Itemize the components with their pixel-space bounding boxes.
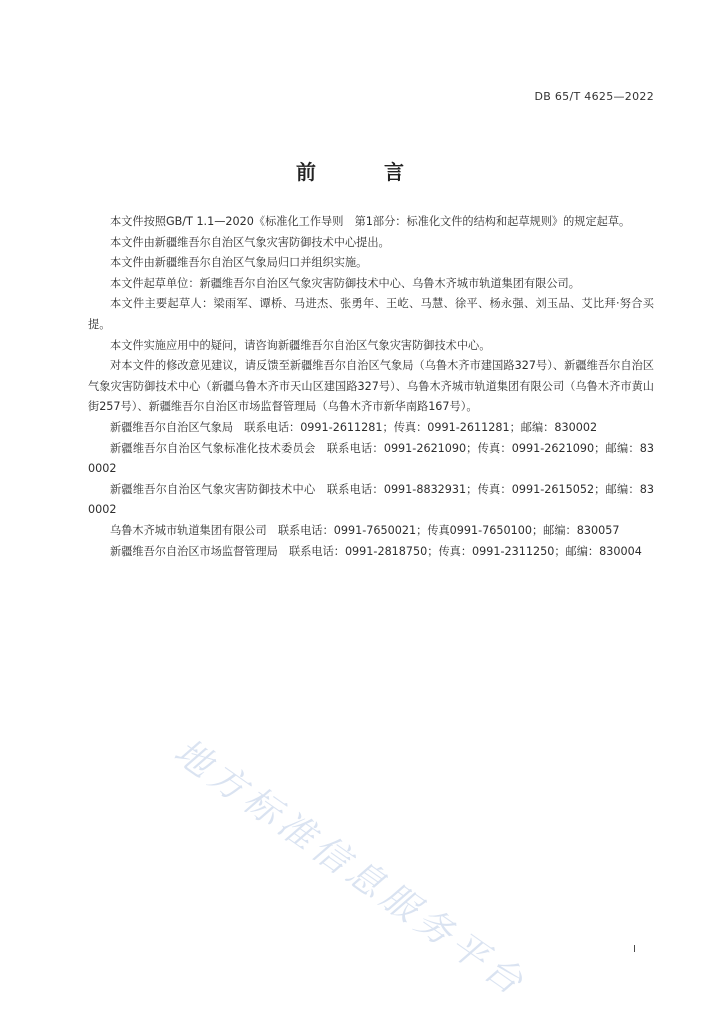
page-number: I xyxy=(633,944,636,955)
paragraph-drafting-units: 本文件起草单位：新疆维吾尔自治区气象灾害防御技术中心、乌鲁木齐城市轨道集团有限公司。 xyxy=(110,276,580,290)
paragraph-drafting-rules: 本文件按照GB/T 1.1—2020《标准化工作导则 第1部分：标准化文件的结构和起草规则》的规定起草。 xyxy=(110,215,631,228)
paragraph-feedback: 对本文件的修改意见建议，请反馈至新疆维吾尔自治区气象局（乌鲁木齐市建国路327号）、新疆维吾尔自治区气象灾害防御技术中心（新疆乌鲁木齐市天山区建国路327号）、乌鲁木齐城市轨道集团有限公司（乌鲁木齐市黄山街257号）、新疆维吾尔自治区市场监督管理局（乌鲁木齐市新华南路167号）。 xyxy=(88,359,654,414)
paragraph-drafters: 本文件主要起草人：梁雨军、谭桥、马进杰、张勇年、王屹、马慧、徐平、杨永强、刘玉品、艾比拜·努合买提。 xyxy=(88,297,654,331)
page-title: 前 言 xyxy=(296,160,428,184)
contact-line: 新疆维吾尔自治区气象局 联系电话：0991-2611281；传真：0991-2611281；邮编：830002 xyxy=(110,420,598,434)
paragraph-managed-by: 本文件由新疆维吾尔自治区气象局归口并组织实施。 xyxy=(110,256,368,270)
contact-line: 新疆维吾尔自治区气象灾害防御技术中心 联系电话：0991-8832931；传真：0991-2615052；邮编：830002 xyxy=(88,482,654,517)
paragraph-proposed-by: 本文件由新疆维吾尔自治区气象灾害防御技术中心提出。 xyxy=(110,235,390,249)
contact-line: 新疆维吾尔自治区市场监督管理局 联系电话：0991-2818750；传真：0991-2311250；邮编：830004 xyxy=(110,544,642,558)
watermark: 地方标准信息服务平台 xyxy=(166,731,535,1006)
document-code: DB 65/T 4625—2022 xyxy=(534,90,654,103)
foreword-body xyxy=(88,212,654,562)
contact-line: 新疆维吾尔自治区气象标准化技术委员会 联系电话：0991-2621090；传真：0991-2621090；邮编：830002 xyxy=(88,441,654,476)
contact-line: 乌鲁木齐城市轨道集团有限公司 联系电话：0991-7650021；传真0991-7650100；邮编：830057 xyxy=(110,523,620,537)
paragraph-inquiries: 本文件实施应用中的疑问，请咨询新疆维吾尔自治区气象灾害防御技术中心。 xyxy=(110,338,491,352)
